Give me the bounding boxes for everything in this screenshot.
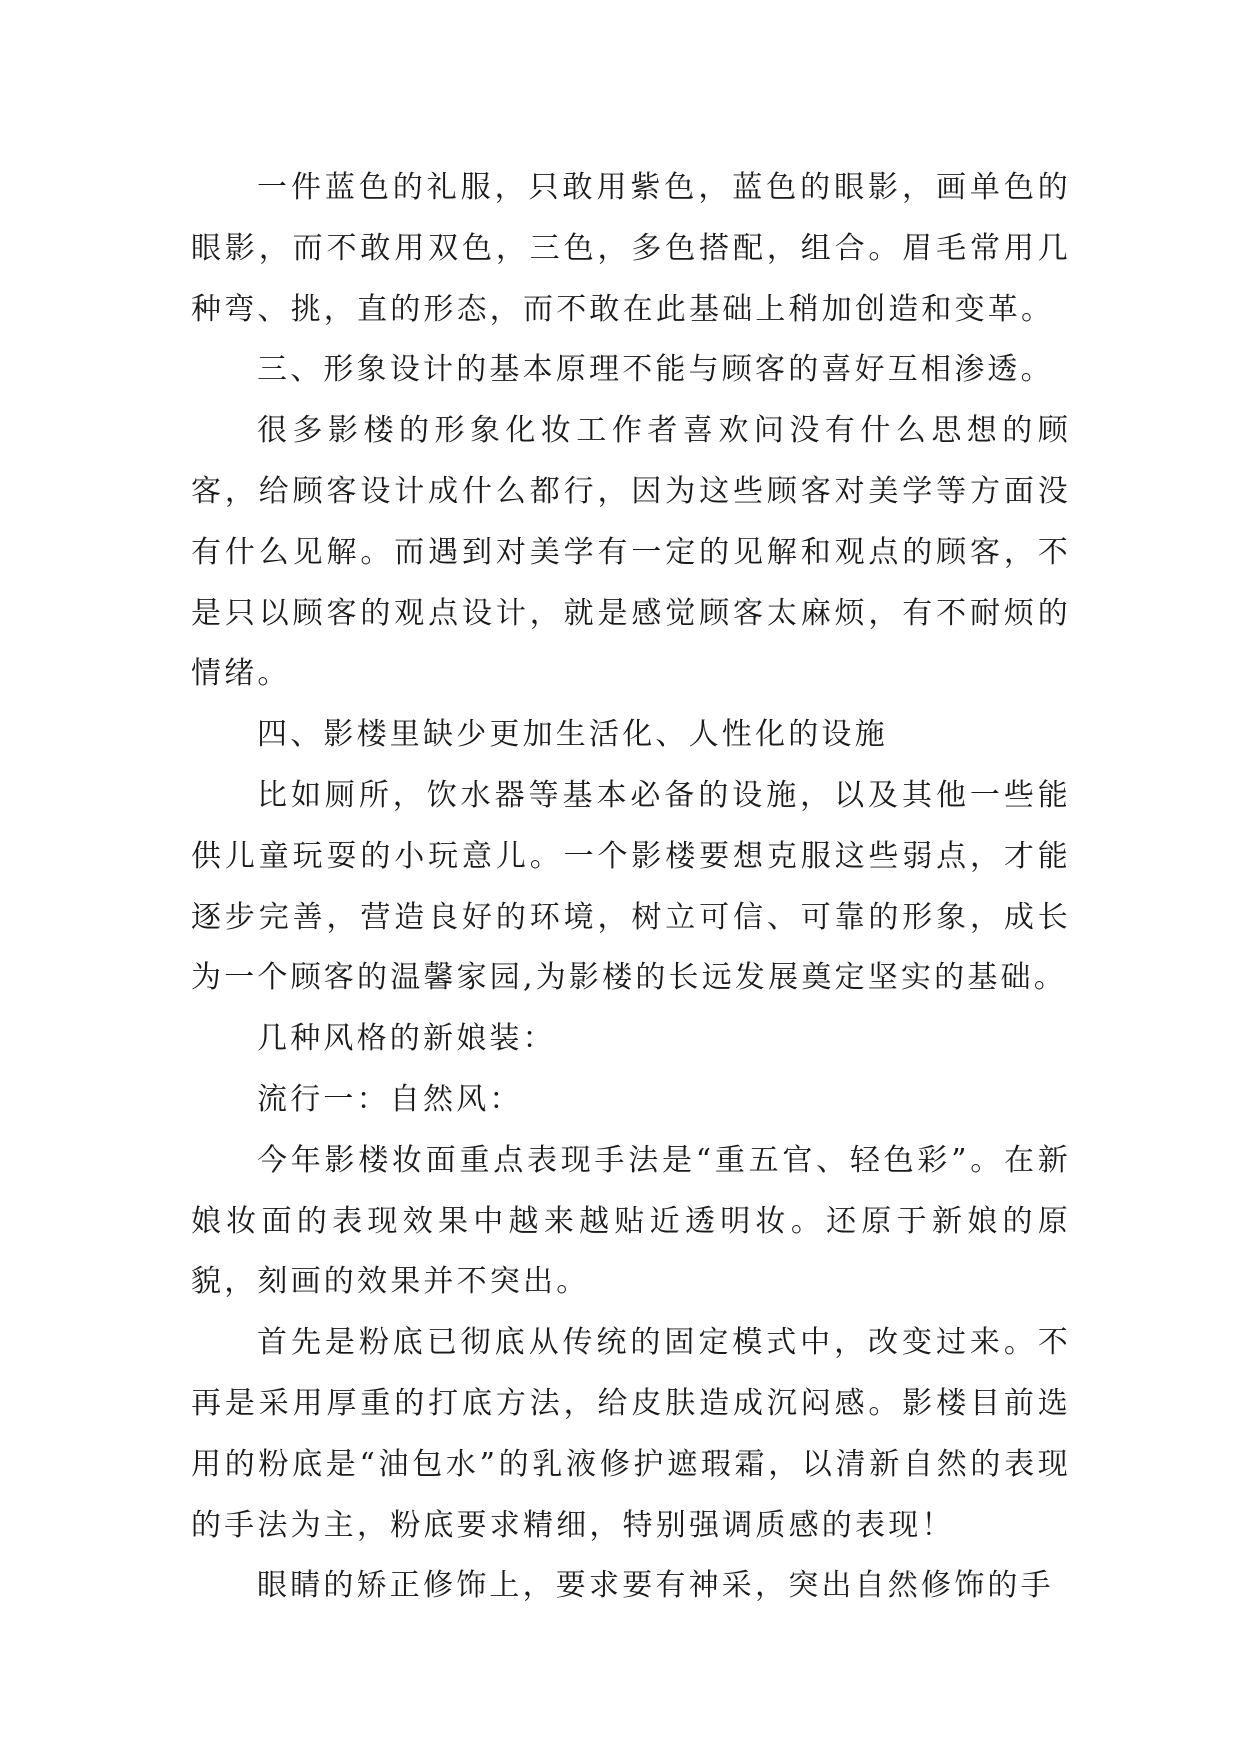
body-text [191,158,1071,1617]
section-heading-4: 四、影楼里缺少更加生活化、人性化的设施 [257,717,888,753]
paragraph-facilities: 比如厕所，饮水器等基本必备的设施，以及其他一些能供儿童玩耍的小玩意儿。一个影楼要想克服这些弱点，才能逐步完善，营造良好的环境，树立可信、可靠的形象，成长为一个顾客的温馨家园,为影楼的长远发展奠定坚实的基础。 [191,777,1071,996]
paragraph-dress-colors: 一件蓝色的礼服，只敢用紫色，蓝色的眼影，画单色的眼影，而不敢用双色，三色，多色搭配，组合。眉毛常用几种弯、挑，直的形态，而不敢在此基础上稍加创造和变革。 [191,170,1071,327]
paragraph-makeup-trend: 今年影楼妆面重点表现手法是“重五官、轻色彩”。在新娘妆面的表现效果中越来越贴近透明妆。还原于新娘的原貌，刻画的效果并不突出。 [191,1142,1071,1300]
paragraph-eyes: 眼睛的矫正修饰上，要求要有神采，突出自然修饰的手 [257,1568,1054,1604]
subheading-natural-style: 流行一：自然风： [257,1081,523,1117]
subheading-bridal-styles: 几种风格的新娘装： [257,1021,556,1057]
paragraph-customer-ideas: 很多影楼的形象化妆工作者喜欢问没有什么思想的顾客，给顾客设计成什么都行，因为这些顾客对美学等方面没有什么见解。而遇到对美学有一定的见解和观点的顾客，不是只以顾客的观点设计，就是感觉顾客太麻烦，有不耐烦的情绪。 [191,413,1071,692]
section-heading-3: 三、形象设计的基本原理不能与顾客的喜好互相渗透。 [257,352,1054,388]
paragraph-foundation: 首先是粉底已彻底从传统的固定模式中，改变过来。不再是采用厚重的打底方法，给皮肤造成沉闷感。影楼目前选用的粉底是“油包水”的乳液修护遮瑕霜，以清新自然的表现的手法为主，粉底要求精细，特别强调质感的表现！ [191,1325,1071,1543]
